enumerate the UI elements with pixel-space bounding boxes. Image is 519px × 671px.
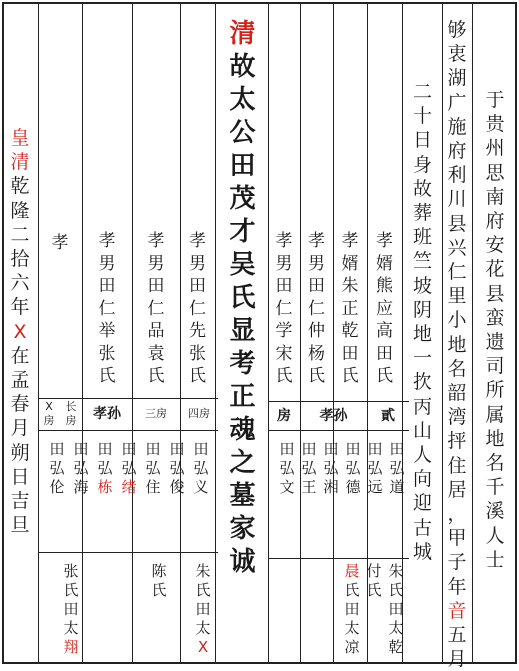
label-changfang: 长 房 — [65, 400, 77, 427]
grandson-name: 田 弘 绪 — [121, 440, 137, 496]
grandson-name: 田 弘 海 — [73, 440, 89, 496]
date-line: 皇 清 乾 隆 二 拾 六 年 X 在 孟 春 月 朔 日 吉 旦 — [10, 127, 30, 537]
rule — [472, 4, 473, 662]
son-renzhong: 孝 男 田 仁 仲 杨 氏 — [308, 231, 325, 386]
wife-entry: 陈 氏 — [151, 562, 167, 599]
son-renxue: 孝 男 田 仁 学 宋 氏 — [275, 231, 293, 386]
label-er: 貳 — [381, 407, 395, 424]
label-xfang: X 房 — [43, 400, 55, 427]
rule — [215, 4, 216, 662]
grandson-name: 田 弘 义 — [193, 440, 209, 496]
grandson-name: 田 弘 伦 — [49, 440, 65, 496]
label-sifang: 四房 — [188, 407, 210, 420]
label-xiaosun-left: 孝孙 — [93, 406, 121, 422]
filial-mark: 孝 — [51, 233, 69, 253]
grandson-name: 田 弘 栋 — [97, 440, 113, 496]
residence-line: 够 衷 湖 广 施 府 利 川 县 兴 仁 里 小 地 名 韶 湾 抨 住 居 ， 甲 子 年 音 五 月 — [447, 19, 467, 671]
rule — [38, 430, 218, 431]
son-renju: 孝 男 田 仁 举 张 氏 — [98, 231, 116, 386]
grandson-name: 田 弘 住 — [145, 440, 161, 496]
rule — [268, 558, 409, 559]
label-xiaosun: 孝孙 — [319, 407, 348, 424]
label-fang: 房 — [277, 407, 291, 424]
grandson-name: 田 弘 湘 — [323, 440, 339, 496]
wife-entry: 晨 氏 田 太 凉 — [344, 562, 360, 656]
label-sanfang: 三房 — [145, 407, 167, 420]
tomb-title: 清 故 太 公 田 茂 才 吴 氏 显 考 正 魂 之 墓 家 诚 — [229, 19, 256, 577]
origin-line: 于 贵 州 思 南 府 安 花 县 蛮 遗 司 所 属 地 名 千 溪 人 士 — [485, 89, 505, 571]
grandson-name: 田 弘 远 — [367, 440, 383, 496]
grandson-name: 田 弘 文 — [279, 440, 295, 496]
rule — [38, 552, 218, 553]
grandson-name: 田 弘 德 — [345, 440, 361, 496]
wife-entry: 朱 氏 田 太 X — [195, 562, 211, 656]
wife-entry: 付 氏 — [366, 562, 382, 599]
son-renpin: 孝 男 田 仁 品 袁 氏 — [147, 231, 165, 386]
rule — [38, 4, 39, 662]
son-in-law-xiong: 孝 婿 熊 应 高 田 氏 — [376, 231, 393, 386]
rule — [268, 430, 409, 431]
wife-entry: 张 氏 田 太 翔 — [63, 562, 79, 656]
wife-entry: 朱 氏 田 太 乾 — [388, 562, 404, 656]
grandson-name: 田 弘 俊 — [169, 440, 185, 496]
grandson-name: 田 弘 道 — [389, 440, 405, 496]
grandson-name: 田 弘 王 — [301, 440, 317, 496]
son-in-law-zhu: 孝 婿 朱 正 乾 田 氏 — [341, 231, 359, 386]
burial-line: 二 十 日 身 故 葬 班 竺 坡 阴 地 一 扻 丙 山 人 向 迎 古 城 — [412, 81, 432, 563]
son-renxian: 孝 男 田 仁 先 张 氏 — [189, 231, 206, 386]
